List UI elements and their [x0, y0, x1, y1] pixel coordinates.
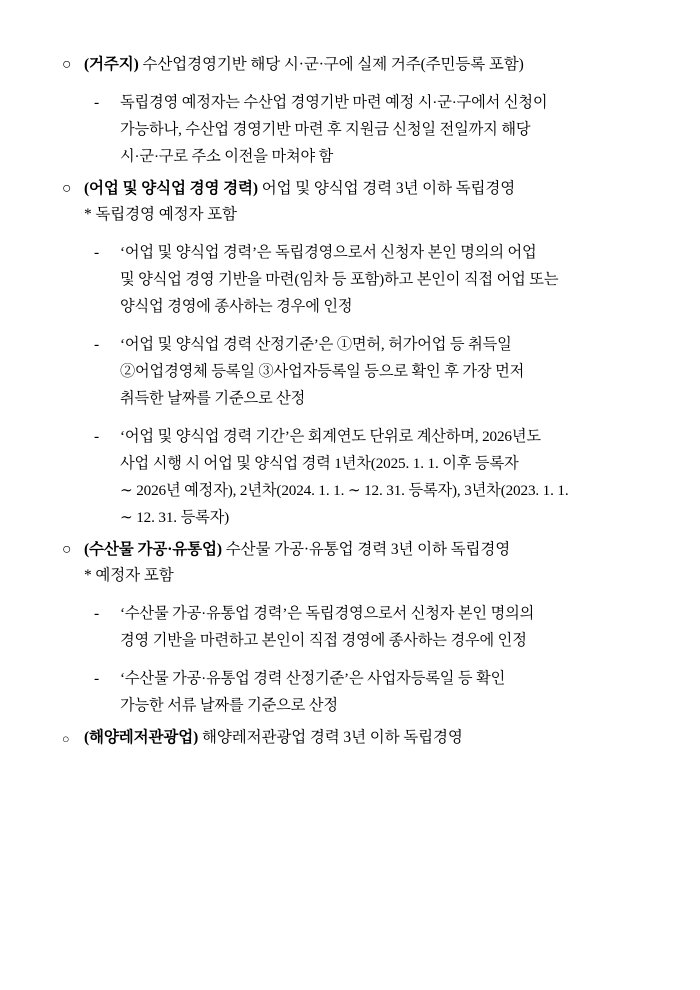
list-item	[62, 423, 654, 531]
section-heading	[62, 52, 654, 78]
heading-line	[84, 537, 654, 563]
heading-label-rest: 수산물 가공·유통업 경력 3년 이하 독립경영	[221, 541, 511, 558]
section-seafood-processing-distribution	[62, 537, 654, 719]
section-heading	[62, 176, 654, 228]
list-item	[62, 239, 654, 320]
bullet-dash-icon: -	[94, 94, 100, 111]
section-note: * 독립경영 예정자 포함	[84, 206, 237, 223]
list-item	[62, 600, 654, 654]
item-line: ∼ 2026년 예정자), 2년차(2024. 1. 1. ∼ 12. 31. 등록자), 3년차(2023. 1. 1.	[120, 482, 569, 499]
heading-label-rest: 수산업경영기반 해당 시·군·구에 실제 거주(주민등록 포함)	[138, 56, 524, 73]
item-line: 독립경영 예정자는 수산업 경영기반 마련 예정 시·군·구에서 신청이	[120, 94, 548, 111]
list-item	[62, 665, 654, 719]
section-fishery-aquaculture-career	[62, 176, 654, 531]
heading-line	[84, 52, 654, 78]
bullet-circle-icon: ○	[62, 180, 72, 197]
bullet-dash-icon: -	[94, 605, 100, 622]
item-line: ∼ 12. 31. 등록자)	[120, 509, 230, 526]
section-note: * 예정자 포함	[84, 567, 174, 584]
item-line: 가능한 서류 날짜를 기준으로 산정	[120, 697, 338, 714]
item-line: 및 양식업 경영 기반을 마련(임차 등 포함)하고 본인이 직접 어업 또는	[120, 271, 559, 288]
heading-label-bold: (해양레저관광업)	[84, 729, 199, 746]
item-line: ‘어업 및 양식업 경력 기간’은 회계연도 단위로 계산하며, 2026년도	[120, 428, 541, 445]
item-line: 사업 시행 시 어업 및 양식업 경력 1년차(2025. 1. 1. 이후 등록자	[120, 455, 519, 472]
bullet-dash-icon: -	[94, 428, 100, 445]
item-line: ‘수산물 가공·유통업 경력 산정기준’은 사업자등록일 등 확인	[120, 670, 506, 687]
item-line: 양식업 경영에 종사하는 경우에 인정	[120, 298, 353, 315]
bullet-circle-icon: ○	[62, 56, 72, 73]
bullet-dash-icon: -	[94, 336, 100, 353]
bullet-dash-icon: -	[94, 244, 100, 261]
heading-line	[84, 176, 654, 202]
section-heading	[62, 537, 654, 589]
section-marine-leisure-tourism	[62, 725, 654, 751]
list-item	[62, 89, 654, 170]
item-line: 가능하나, 수산업 경영기반 마련 후 지원금 신청일 전일까지 해당	[120, 121, 531, 138]
heading-label-bold: (수산물 가공·유통업)	[84, 541, 222, 558]
item-line: 시·군·구로 주소 이전을 마쳐야 함	[120, 148, 334, 165]
item-line: ②어업경영체 등록일 ③사업자등록일 등으로 확인 후 가장 먼저	[120, 363, 525, 380]
heading-label-bold: (거주지)	[84, 56, 139, 73]
heading-label-rest: 해양레저관광업 경력 3년 이하 독립경영	[198, 729, 463, 746]
item-line: 취득한 날짜를 기준으로 산정	[120, 390, 306, 407]
item-line: ‘어업 및 양식업 경력 산정기준’은 ①면허, 허가어업 등 취득일	[120, 336, 512, 353]
section-residence	[62, 52, 654, 170]
bullet-circle-icon: ○	[62, 541, 72, 558]
list-item	[62, 331, 654, 412]
heading-label-bold: (어업 및 양식업 경영 경력)	[84, 180, 258, 197]
heading-label-rest: 어업 및 양식업 경력 3년 이하 독립경영	[257, 180, 516, 197]
bullet-dash-icon: -	[94, 670, 100, 687]
item-line: ‘어업 및 양식업 경력’은 독립경영으로서 신청자 본인 명의의 어업	[120, 244, 537, 261]
section-heading	[62, 725, 654, 751]
item-line: 경영 기반을 마련하고 본인이 직접 경영에 종사하는 경우에 인정	[120, 632, 527, 649]
bullet-circle-icon: ○	[62, 732, 70, 746]
heading-line	[84, 725, 654, 751]
item-line: ‘수산물 가공·유통업 경력’은 독립경영으로서 신청자 본인 명의의	[120, 605, 535, 622]
